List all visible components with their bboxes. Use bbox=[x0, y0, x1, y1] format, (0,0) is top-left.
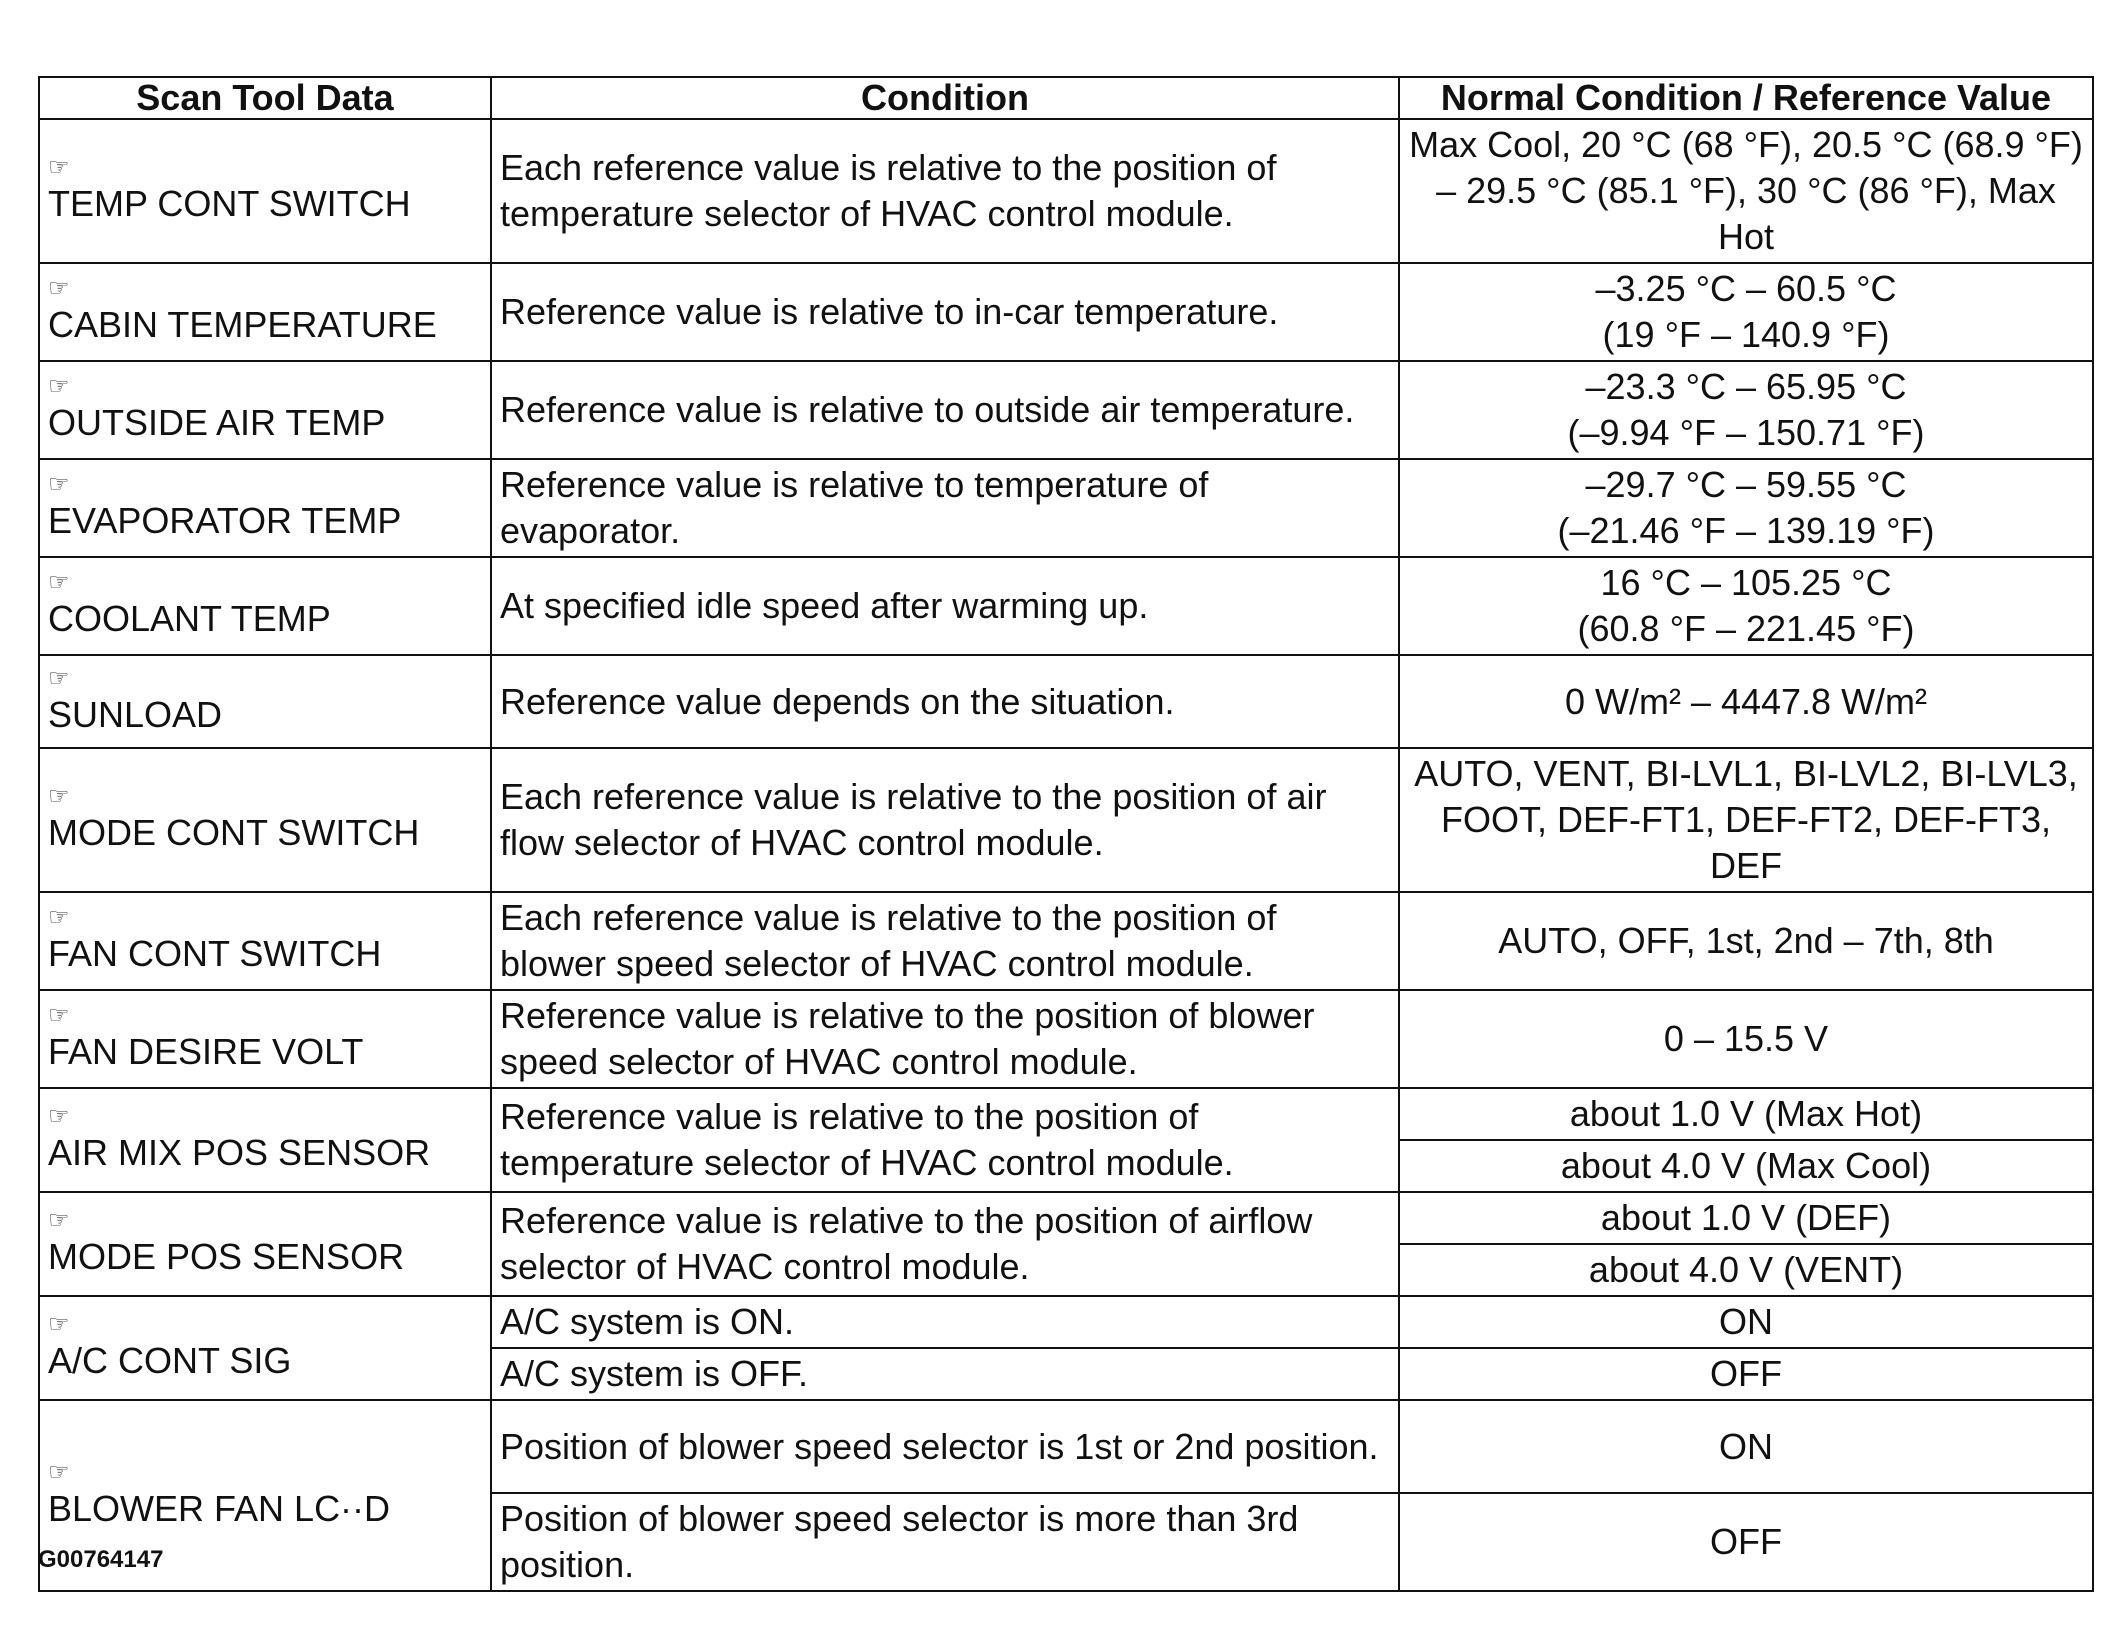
scan-item-name: BLOWER FAN LC··D bbox=[48, 1487, 391, 1529]
pointing-hand-icon: ☞ bbox=[48, 275, 70, 302]
scan-item-name: EVAPORATOR TEMP bbox=[48, 500, 402, 541]
table-row bbox=[39, 361, 2093, 459]
reference-value-cell bbox=[1399, 361, 2093, 459]
reference-value-cell bbox=[1399, 263, 2093, 361]
scan-item-name: CABIN TEMPERATURE bbox=[48, 304, 437, 345]
scan-item-cell bbox=[39, 990, 491, 1088]
reference-value-cell: 0 – 15.5 V bbox=[1399, 990, 2093, 1088]
reference-value-line: –23.3 °C – 65.95 °C bbox=[1585, 366, 1907, 407]
pointing-hand-icon: ☞ bbox=[48, 1458, 70, 1486]
scan-item-cell bbox=[39, 263, 491, 361]
reference-value-line: (–9.94 °F – 150.71 °F) bbox=[1567, 412, 1925, 453]
table-row bbox=[39, 892, 2093, 990]
pointing-hand-icon: ☞ bbox=[48, 154, 70, 181]
scan-item-cell bbox=[39, 361, 491, 459]
table-row bbox=[39, 655, 2093, 748]
scan-item-cell bbox=[39, 655, 491, 748]
table-row bbox=[39, 1400, 2093, 1493]
condition-cell: A/C system is OFF. bbox=[491, 1348, 1399, 1400]
condition-cell: Each reference value is relative to the position of air flow selector of HVAC control module. bbox=[491, 748, 1399, 892]
scan-item-name: A/C CONT SIG bbox=[48, 1340, 292, 1381]
table-row bbox=[39, 1296, 2093, 1348]
reference-value-cell: 0 W/m² – 4447.8 W/m² bbox=[1399, 655, 2093, 748]
reference-value-cell: ON bbox=[1399, 1296, 2093, 1348]
table-row bbox=[39, 748, 2093, 892]
scan-item-cell bbox=[39, 557, 491, 655]
reference-value-cell: about 4.0 V (Max Cool) bbox=[1399, 1140, 2093, 1192]
table-row bbox=[39, 119, 2093, 263]
condition-cell: Reference value is relative to outside air temperature. bbox=[491, 361, 1399, 459]
figure-id: G00764147 bbox=[38, 1546, 164, 1573]
table-row bbox=[39, 990, 2093, 1088]
reference-value-line: (–21.46 °F – 139.19 °F) bbox=[1557, 510, 1935, 551]
header-scan-tool-data: Scan Tool Data bbox=[39, 77, 491, 119]
pointing-hand-icon: ☞ bbox=[48, 1103, 70, 1130]
header-condition: Condition bbox=[491, 77, 1399, 119]
reference-value-cell: OFF bbox=[1399, 1493, 2093, 1591]
pointing-hand-icon: ☞ bbox=[48, 783, 70, 810]
table-row bbox=[39, 557, 2093, 655]
scan-item-cell bbox=[39, 119, 491, 263]
scan-item-cell bbox=[39, 1088, 491, 1192]
condition-cell: Position of blower speed selector is 1st or 2nd position. bbox=[491, 1400, 1399, 1493]
reference-value-cell: about 4.0 V (VENT) bbox=[1399, 1244, 2093, 1296]
scan-item-name: AIR MIX POS SENSOR bbox=[48, 1132, 431, 1173]
condition-cell: Reference value is relative to the position of temperature selector of HVAC control module. bbox=[491, 1088, 1399, 1192]
pointing-hand-icon: ☞ bbox=[48, 1002, 70, 1029]
scan-item-name: TEMP CONT SWITCH bbox=[48, 183, 411, 224]
pointing-hand-icon: ☞ bbox=[48, 904, 70, 931]
condition-cell: Reference value is relative to temperature of evaporator. bbox=[491, 459, 1399, 557]
table-row bbox=[39, 263, 2093, 361]
reference-value-cell: OFF bbox=[1399, 1348, 2093, 1400]
scan-item-cell bbox=[39, 748, 491, 892]
condition-cell: A/C system is ON. bbox=[491, 1296, 1399, 1348]
reference-value-cell bbox=[1399, 557, 2093, 655]
header-row bbox=[39, 77, 2093, 119]
scan-item-name: MODE CONT SWITCH bbox=[48, 812, 420, 853]
reference-value-line: (19 °F – 140.9 °F) bbox=[1602, 314, 1890, 355]
table-row bbox=[39, 459, 2093, 557]
condition-cell: Reference value is relative to the position of airflow selector of HVAC control module. bbox=[491, 1192, 1399, 1296]
reference-value-cell: AUTO, VENT, BI-LVL1, BI-LVL2, BI-LVL3, FOOT, DEF-FT1, DEF-FT2, DEF-FT3, DEF bbox=[1399, 748, 2093, 892]
table-row bbox=[39, 1088, 2093, 1140]
header-reference-value: Normal Condition / Reference Value bbox=[1399, 77, 2093, 119]
pointing-hand-icon: ☞ bbox=[48, 1207, 70, 1234]
reference-value-line: (60.8 °F – 221.45 °F) bbox=[1577, 608, 1915, 649]
reference-value-cell: about 1.0 V (DEF) bbox=[1399, 1192, 2093, 1244]
condition-cell: At specified idle speed after warming up. bbox=[491, 557, 1399, 655]
condition-cell: Reference value is relative to the position of blower speed selector of HVAC control module. bbox=[491, 990, 1399, 1088]
scan-item-name: COOLANT TEMP bbox=[48, 598, 331, 639]
pointing-hand-icon: ☞ bbox=[48, 664, 70, 692]
reference-value-cell: Max Cool, 20 °C (68 °F), 20.5 °C (68.9 °F) – 29.5 °C (85.1 °F), 30 °C (86 °F), Max Hot bbox=[1399, 119, 2093, 263]
scan-tool-table-wrapper bbox=[38, 76, 2092, 1592]
scan-item-name: SUNLOAD bbox=[48, 693, 223, 735]
reference-value-cell: about 1.0 V (Max Hot) bbox=[1399, 1088, 2093, 1140]
reference-value-cell: ON bbox=[1399, 1400, 2093, 1493]
condition-cell: Reference value is relative to in-car temperature. bbox=[491, 263, 1399, 361]
scan-item-cell bbox=[39, 459, 491, 557]
scan-item-name: FAN CONT SWITCH bbox=[48, 933, 382, 974]
scan-item-cell bbox=[39, 892, 491, 990]
pointing-hand-icon: ☞ bbox=[48, 1311, 70, 1338]
scan-tool-data-table bbox=[38, 76, 2094, 1592]
scan-item-name: FAN DESIRE VOLT bbox=[48, 1031, 364, 1072]
pointing-hand-icon: ☞ bbox=[48, 569, 70, 596]
condition-cell: Each reference value is relative to the position of blower speed selector of HVAC control module. bbox=[491, 892, 1399, 990]
reference-value-cell bbox=[1399, 459, 2093, 557]
scan-item-cell bbox=[39, 1296, 491, 1400]
pointing-hand-icon: ☞ bbox=[48, 471, 70, 498]
scan-item-cell bbox=[39, 1192, 491, 1296]
reference-value-line: 16 °C – 105.25 °C bbox=[1600, 562, 1892, 603]
reference-value-cell: AUTO, OFF, 1st, 2nd – 7th, 8th bbox=[1399, 892, 2093, 990]
pointing-hand-icon: ☞ bbox=[48, 373, 70, 400]
table-row bbox=[39, 1192, 2093, 1244]
scan-item-name: MODE POS SENSOR bbox=[48, 1236, 405, 1277]
reference-value-line: –29.7 °C – 59.55 °C bbox=[1585, 464, 1907, 505]
scan-item-name: OUTSIDE AIR TEMP bbox=[48, 402, 386, 443]
condition-cell: Position of blower speed selector is more than 3rd position. bbox=[491, 1493, 1399, 1591]
reference-value-line: –3.25 °C – 60.5 °C bbox=[1595, 268, 1897, 309]
condition-cell: Each reference value is relative to the position of temperature selector of HVAC control module. bbox=[491, 119, 1399, 263]
condition-cell: Reference value depends on the situation. bbox=[491, 655, 1399, 748]
